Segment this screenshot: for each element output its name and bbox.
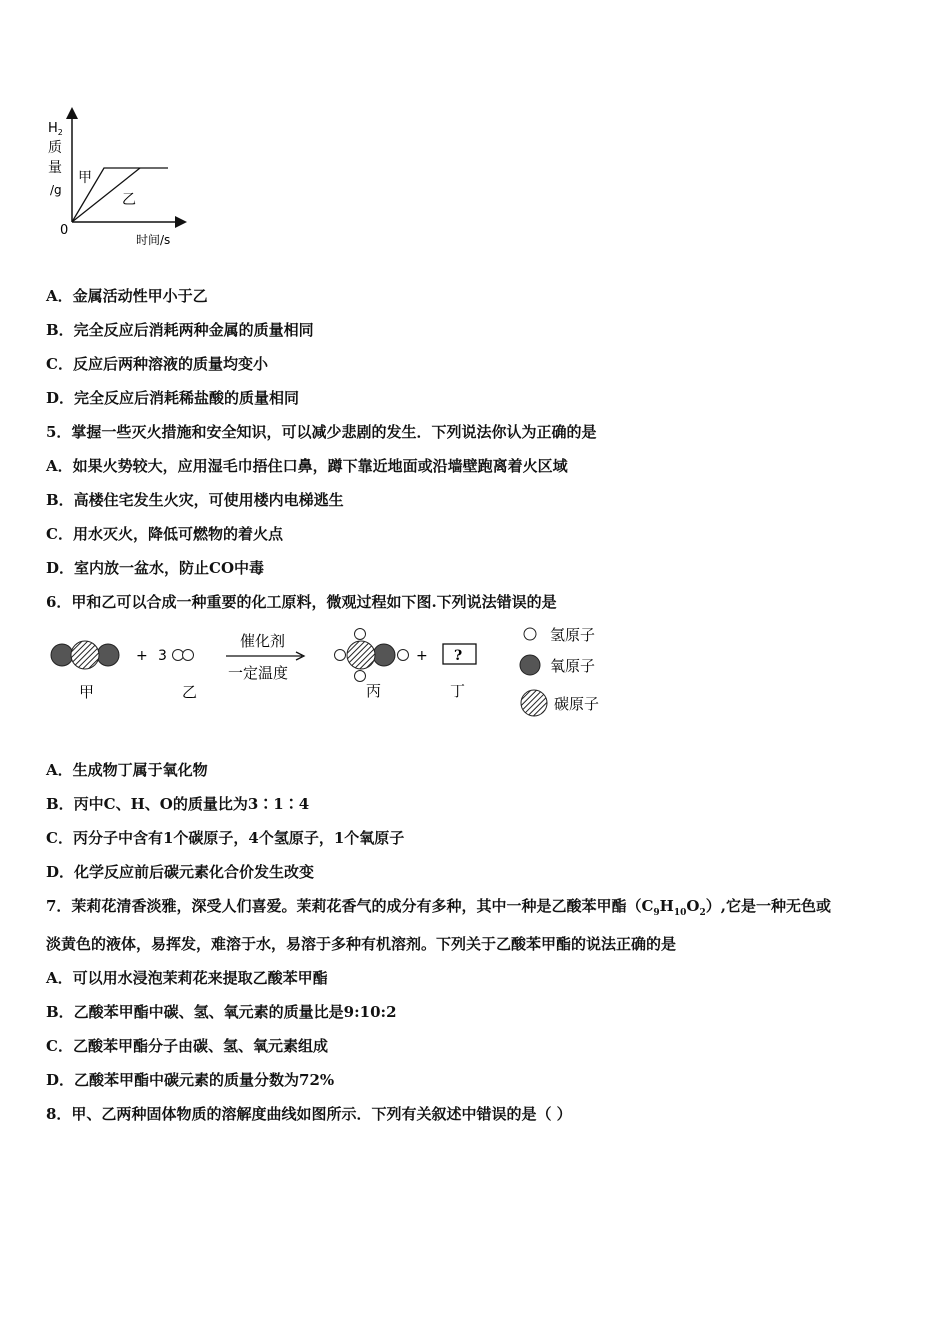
legend-hydrogen-icon	[524, 628, 536, 640]
q5-option-d: D．室内放一盆水，防止CO中毒	[46, 559, 265, 577]
q5-option-c: C．用水灭火，降低可燃物的着火点	[46, 525, 283, 543]
q4-option-a: A．金属活动性甲小于乙	[46, 287, 208, 305]
q4-option-c: C．反应后两种溶液的质量均变小	[46, 355, 268, 373]
label-jia: 甲	[79, 683, 95, 701]
reaction-diagram	[44, 622, 644, 732]
q6-option-c: C．丙分子中含有1个碳原子，4个氢原子，1个氧原子	[46, 829, 405, 847]
jia-oxygen-left	[51, 644, 73, 666]
plus-1: +	[136, 648, 148, 664]
y-label-char-3: /g	[50, 183, 62, 197]
q5-stem: 5．掌握一些灭火措施和安全知识，可以减少悲剧的发生．下列说法你认为正确的是	[46, 423, 597, 441]
q8-stem: 8．甲、乙两种固体物质的溶解度曲线如图所示．下列有关叙述中错误的是（ ）	[46, 1105, 572, 1123]
bing-h-left	[335, 650, 346, 661]
q5-option-b: B．高楼住宅发生火灾，可使用楼内电梯逃生	[46, 491, 344, 509]
q6-option-b: B．丙中C、H、O的质量比为3∶1∶4	[46, 795, 310, 813]
jia-carbon	[71, 641, 99, 669]
coefficient-3: 3	[158, 648, 167, 664]
q4-option-d: D．完全反应后消耗稀盐酸的质量相同	[46, 389, 300, 407]
q6-option-a: A．生成物丁属于氧化物	[46, 761, 208, 779]
q7-option-b: B．乙酸苯甲酯中碳、氢、氧元素的质量比是9:10:2	[46, 1003, 397, 1021]
q7-stem-line2: 淡黄色的液体，易挥发，难溶于水，易溶于多种有机溶剂。下列关于乙酸苯甲酯的说法正确的是	[46, 935, 677, 953]
yi-hydrogen-left	[173, 650, 184, 661]
legend-carbon-label: 碳原子	[554, 695, 600, 713]
h2-mass-time-graph	[40, 100, 200, 260]
bing-oxygen	[373, 644, 395, 666]
x-axis-label: 时间/s	[136, 233, 171, 247]
q7-option-c: C．乙酸苯甲酯分子由碳、氢、氧元素组成	[46, 1037, 328, 1055]
catalyst-label: 催化剂	[240, 632, 286, 650]
yi-hydrogen-right	[183, 650, 194, 661]
q7-stem-line1: 7．茉莉花清香淡雅，深受人们喜爱。茉莉花香气的成分有多种，其中一种是乙酸苯甲酯$(C_9H_{10}O_2)$,它是一种无色或	[46, 897, 831, 918]
label-ding: 丁	[450, 682, 466, 700]
bing-h-right	[398, 650, 409, 661]
plus-2: +	[416, 648, 428, 664]
series-label-jia: 甲	[78, 170, 92, 186]
y-label-char-1: 质	[48, 140, 62, 156]
origin-label: 0	[60, 223, 69, 238]
bing-h-top	[355, 629, 366, 640]
legend-oxygen-icon	[520, 655, 540, 675]
label-yi: 乙	[182, 683, 198, 701]
q4-option-b: B．完全反应后消耗两种金属的质量相同	[46, 321, 314, 339]
unknown-mark: ?	[454, 648, 463, 664]
legend-oxygen-label: 氧原子	[550, 657, 596, 675]
q7-option-a: A．可以用水浸泡茉莉花来提取乙酸苯甲酯	[46, 969, 328, 987]
q7-option-d: D．乙酸苯甲酯中碳元素的质量分数为72%	[46, 1071, 335, 1089]
jia-oxygen-right	[97, 644, 119, 666]
legend-carbon-icon	[521, 690, 547, 716]
y-label-h2: $H_2$	[48, 121, 63, 137]
q5-option-a: A．如果火势较大，应用湿毛巾捂住口鼻，蹲下靠近地面或沿墙壁跑离着火区域	[46, 457, 568, 475]
y-label-char-2: 量	[48, 160, 62, 176]
q6-stem: 6．甲和乙可以合成一种重要的化工原料，微观过程如下图.下列说法错误的是	[46, 593, 557, 611]
label-bing: 丙	[366, 682, 382, 700]
series-label-yi: 乙	[122, 192, 136, 208]
condition-label: 一定温度	[228, 664, 289, 682]
bing-h-bottom	[355, 671, 366, 682]
legend-hydrogen-label: 氢原子	[550, 626, 596, 644]
q6-option-d: D．化学反应前后碳元素化合价发生改变	[46, 863, 315, 881]
bing-carbon	[347, 641, 375, 669]
